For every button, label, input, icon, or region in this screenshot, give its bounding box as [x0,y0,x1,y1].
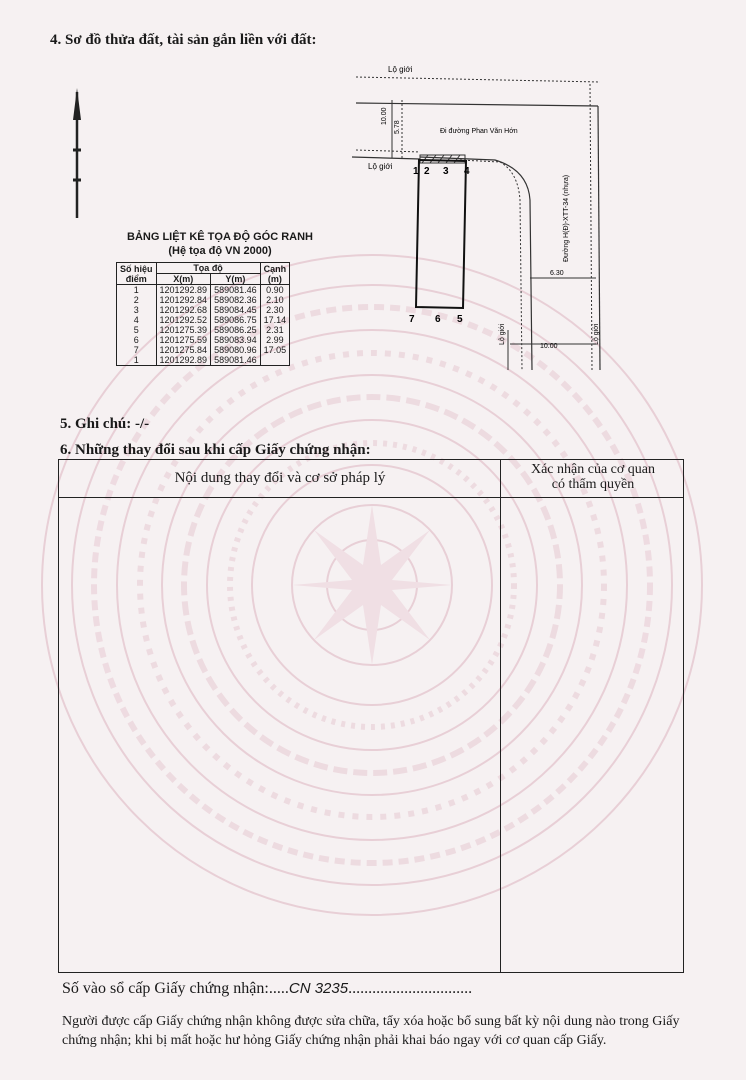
point-6: 6 [435,314,441,325]
table-row: 4 1201292.52 589086.75 17.14 [117,315,290,325]
coordinates-table [116,262,290,366]
changes-column-content [59,460,501,972]
road-name-1: Đi đường Phan Văn Hớn [440,128,518,135]
col-point: Số hiệu điểm [117,263,157,285]
section-5-note: 5. Ghi chú: -/- [60,416,150,432]
point-7: 7 [409,314,415,325]
table-row: 1 1201292.89 589081.46 [117,355,290,366]
section-6-title: 6. Những thay đổi sau khi cấp Giấy chứng nhận: [60,442,371,458]
table-row: 5 1201275.39 589086.25 2.31 [117,325,290,335]
register-label: Số vào sổ cấp Giấy chứng nhận: [62,980,269,997]
lo-gioi-bottom-right: Lộ giới [593,323,600,345]
point-5: 5 [457,314,463,325]
section-4-title: 4. Sơ đồ thửa đất, tài sản gắn liền với đất: [50,32,317,48]
col-edge: Cạnh (m) [260,263,290,285]
dim-top-b: 5.78 [394,120,401,134]
north-arrow-icon [73,88,81,218]
register-value: CN 3235 [288,980,349,997]
point-4: 4 [464,166,470,177]
dim-right: 6.30 [550,270,564,277]
table-row: 1 1201292.89 589081.46 0.90 [117,285,290,296]
register-number: Số vào sổ cấp Giấy chứng nhận:.....CN 3235............................... [62,980,473,997]
land-plot-diagram [0,0,746,420]
table-row: 2 1201292.84 589082.36 2.10 [117,295,290,305]
coords-title: BẢNG LIỆT KÊ TỌA ĐỘ GÓC RANH (Hệ tọa độ VN 2000) [127,231,313,257]
table-row: 3 1201292.68 589084.45 2.30 [117,305,290,315]
col-y: Y(m) [211,274,261,285]
changes-col-content-header: Nội dung thay đổi và cơ sở pháp lý [174,470,386,486]
lo-gioi-top: Lộ giới [388,65,413,74]
point-1: 1 [413,166,419,177]
point-3: 3 [443,166,449,177]
table-row: 7 1201275.84 589080.96 17.05 [117,345,290,355]
road-name-2: Đường H(Đ)-XTT-34 (nhựa) [563,174,570,262]
certificate-notice: Người được cấp Giấy chứng nhận không được sửa chữa, tẩy xóa hoặc bổ sung bất kỳ nội dung nào trong Giấy chứng nhận; khi bị mất hoặc hư hỏng Giấy chứng nhận phải khai báo ngay với cơ quan cấp Giấy. [62,1014,680,1048]
lo-gioi-bottom-left: Lộ giới [499,323,506,345]
dim-top-a: 10.00 [381,107,388,125]
col-x: X(m) [156,274,211,285]
table-row: 6 1201275.59 589083.94 2.99 [117,335,290,345]
changes-col-approval-header: Xác nhận của cơ quan có thẩm quyền [530,462,655,492]
col-coord: Tọa độ [156,263,260,274]
changes-table [58,459,684,973]
point-2: 2 [424,166,430,177]
lo-gioi-left: Lộ giới [368,162,393,171]
dim-bottom: 10.00 [540,343,558,350]
